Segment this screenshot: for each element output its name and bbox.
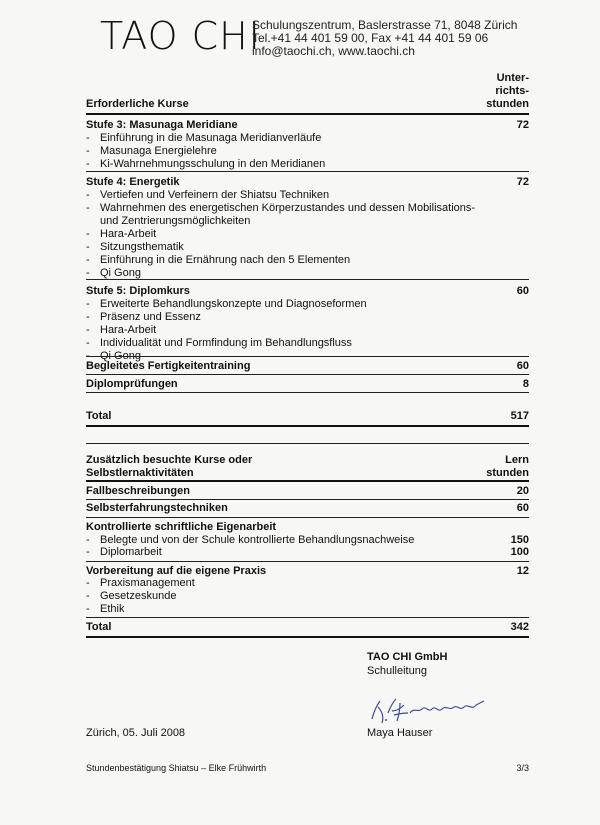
divider — [86, 356, 529, 357]
signature-image — [366, 693, 496, 727]
divider — [86, 113, 529, 115]
footer-left: Stundenbestätigung Shiatsu – Elke Frühwirth — [86, 763, 267, 773]
section-hours: 60 — [516, 285, 529, 297]
logo: TAO CHI — [100, 14, 261, 58]
divider — [86, 443, 529, 444]
total-label: Total — [86, 621, 112, 633]
table-row — [86, 485, 529, 498]
address-line: Schulungszentrum, Baslerstrasse 71, 8048 Zürich — [252, 18, 518, 32]
divider — [86, 517, 529, 518]
section-title-label: Stufe 3: Masunaga Meridiane — [86, 119, 238, 131]
total-value: 342 — [510, 621, 529, 633]
section-title — [86, 176, 529, 189]
unit-header — [470, 454, 529, 480]
table1-heading — [86, 98, 529, 111]
row-value: 8 — [522, 378, 529, 390]
total-row — [86, 621, 529, 634]
heading-label: Erforderliche Kurse — [86, 98, 189, 110]
divider — [86, 171, 529, 172]
row-value: 60 — [516, 360, 529, 372]
divider — [86, 392, 529, 393]
company-role: Schulleitung — [367, 665, 427, 677]
heading-label: Zusätzlich besuchte Kurse oder — [86, 454, 253, 466]
page-number: 3/3 — [516, 763, 529, 773]
company-name: TAO CHI GmbH — [367, 651, 448, 663]
row-label: Diplomprüfungen — [86, 378, 178, 390]
place-date: Zürich, 05. Juli 2008 — [86, 727, 186, 739]
total-value: 517 — [510, 410, 529, 422]
table2-heading — [86, 454, 529, 480]
row-value: 60 — [516, 502, 529, 514]
divider — [86, 499, 529, 500]
row-label: Fallbeschreibungen — [86, 485, 190, 497]
divider — [86, 425, 529, 427]
section-hours: 72 — [516, 119, 529, 131]
contact-line: Tel.+41 44 401 59 00, Fax +41 44 401 59 06 — [252, 31, 489, 45]
unit-header-line: richts- — [495, 85, 529, 97]
section-title-label: Stufe 4: Energetik — [86, 176, 180, 188]
section-title — [86, 521, 529, 534]
unit-header-line: stunden — [486, 98, 529, 110]
total-label: Total — [86, 410, 112, 422]
table-row — [86, 378, 529, 391]
section-title-label: Vorbereitung auf die eigene Praxis — [86, 565, 267, 577]
section-title-label: Stufe 5: Diplomkurs — [86, 285, 190, 297]
address-block — [252, 19, 517, 58]
table-row — [86, 502, 529, 515]
row-value: 100 — [510, 546, 529, 558]
row-value: 20 — [516, 485, 529, 497]
section-title — [86, 285, 529, 298]
divider — [86, 480, 529, 482]
section-title — [86, 119, 529, 132]
row-label: Begleitetes Fertigkeitentraining — [86, 360, 251, 372]
signer-name: Maya Hauser — [367, 727, 433, 739]
table-row — [86, 360, 529, 373]
unit-header — [470, 72, 529, 111]
section-hours: 12 — [516, 565, 529, 577]
divider — [86, 374, 529, 375]
unit-header-line: stunden — [486, 467, 529, 479]
divider — [86, 279, 529, 280]
row-label: Selbsterfahrungstechniken — [86, 502, 228, 514]
total-row — [86, 410, 529, 423]
section-title-label: Kontrollierte schriftliche Eigenarbeit — [86, 521, 277, 533]
divider — [86, 561, 529, 562]
section-hours: 72 — [516, 176, 529, 188]
row-value: 150 — [510, 534, 529, 546]
divider — [86, 636, 529, 638]
heading-label: Selbstlernaktivitäten — [86, 467, 194, 479]
unit-header-line: Lern — [505, 454, 529, 466]
web-line: info@taochi.ch, www.taochi.ch — [252, 44, 415, 58]
divider — [86, 617, 529, 618]
unit-header-line: Unter- — [496, 72, 529, 84]
